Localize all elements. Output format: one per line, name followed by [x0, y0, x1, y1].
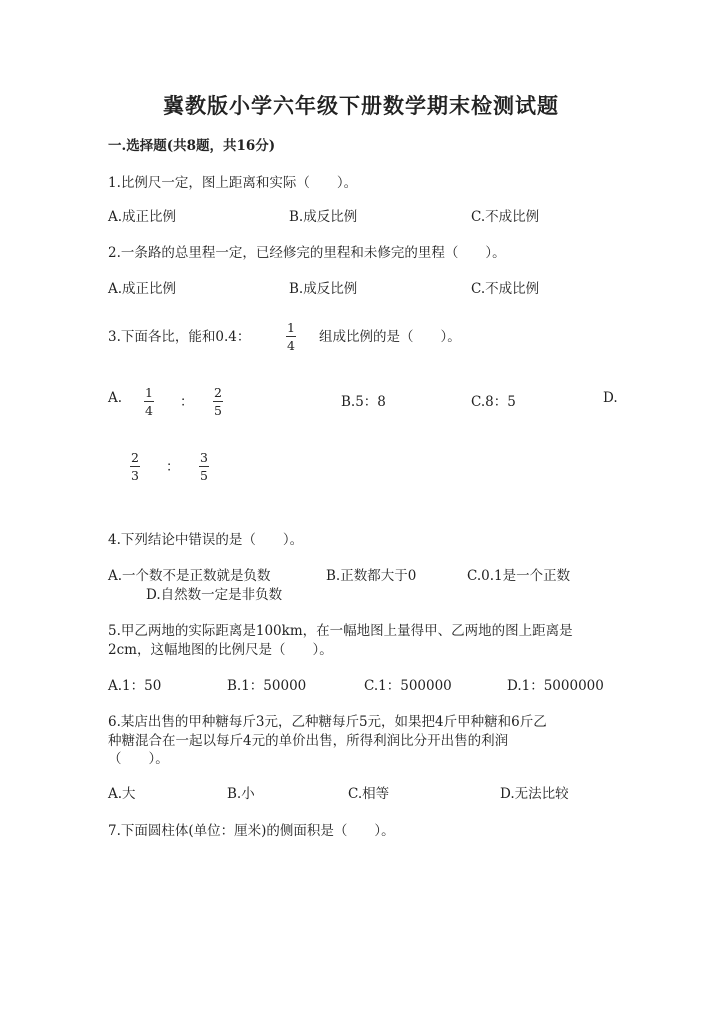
question-1-stem: 1.比例尺一定，图上距离和实际（ ）。 [108, 175, 358, 191]
question-1-option-b: B.成反比例 [289, 209, 358, 225]
question-3-option-a-fraction-2 [213, 385, 223, 418]
question-2-option-a: A.成正比例 [108, 281, 177, 297]
section-heading: 一.选择题(共8题，共16分) [108, 138, 276, 154]
question-5-option-a: A.1：50 [108, 678, 162, 694]
question-6-option-c: C.相等 [348, 786, 390, 802]
question-6-stem-line-1: 6.某店出售的甲种糖每斤3元，乙种糖每斤5元，如果把4斤甲种糖和6斤乙 [108, 714, 547, 730]
page-title: 冀教版小学六年级下册数学期末检测试题 [163, 93, 559, 118]
fraction-bar [213, 401, 223, 402]
question-3-option-b: B.5：8 [341, 394, 386, 410]
question-5-option-c: C.1：500000 [364, 678, 452, 694]
question-3-stem-part1: 3.下面各比，能和0.4： [108, 329, 251, 345]
fraction-numerator: 2 [214, 385, 222, 400]
question-7-stem: 7.下面圆柱体(单位：厘米)的侧面积是（ ）。 [108, 823, 395, 839]
question-3-stem-part2: 组成比例的是（ ）。 [319, 329, 461, 345]
fraction-denominator: 5 [200, 468, 208, 483]
question-6-option-a: A.大 [108, 786, 136, 802]
fraction-bar [130, 466, 140, 467]
question-3-option-a-separator: ： [180, 394, 194, 410]
fraction-numerator: 3 [200, 450, 208, 465]
question-6-option-b: B.小 [227, 786, 255, 802]
question-3-stem-fraction [286, 320, 296, 353]
fraction-denominator: 4 [145, 403, 153, 418]
question-3-option-a-fraction-1 [144, 385, 154, 418]
question-1-option-c: C.不成比例 [471, 209, 540, 225]
question-2-option-b: B.成反比例 [289, 281, 358, 297]
question-2-stem: 2.一条路的总里程一定，已经修完的里程和未修完的里程（ ）。 [108, 245, 506, 261]
fraction-bar [144, 401, 154, 402]
question-4-option-d: D.自然数一定是非负数 [146, 587, 283, 603]
fraction-bar [199, 466, 209, 467]
question-5-option-b: B.1：50000 [227, 678, 307, 694]
question-3-option-a-label: A. [108, 390, 123, 406]
question-4-option-a: A.一个数不是正数就是负数 [108, 568, 271, 584]
question-6-stem-line-3: （ ）。 [108, 751, 169, 767]
fraction-denominator: 4 [287, 338, 295, 353]
fraction-numerator: 2 [131, 450, 139, 465]
question-4-option-c: C.0.1是一个正数 [467, 568, 571, 584]
question-5-stem-line-2: 2cm，这幅地图的比例尺是（ ）。 [108, 642, 333, 658]
fraction-denominator: 5 [214, 403, 222, 418]
question-6-option-d: D.无法比较 [500, 786, 569, 802]
question-4-stem: 4.下列结论中错误的是（ ）。 [108, 532, 304, 548]
fraction-numerator: 1 [287, 320, 295, 335]
question-6-stem-line-2: 种糖混合在一起以每斤4元的单价出售，所得利润比分开出售的利润 [108, 733, 509, 749]
question-5-stem-line-1: 5.甲乙两地的实际距离是100km，在一幅地图上量得甲、乙两地的图上距离是 [108, 623, 573, 639]
question-1-option-a: A.成正比例 [108, 209, 177, 225]
question-5-option-d: D.1：5000000 [507, 678, 604, 694]
question-2-option-c: C.不成比例 [471, 281, 540, 297]
question-4-option-b: B.正数都大于0 [326, 568, 417, 584]
question-3-option-d-label: D. [603, 390, 618, 406]
fraction-numerator: 1 [145, 385, 153, 400]
question-3-option-d-fraction-2 [199, 450, 209, 483]
fraction-bar [286, 336, 296, 337]
fraction-denominator: 3 [131, 468, 139, 483]
question-3-option-d-separator: ： [166, 459, 180, 475]
question-3-option-c: C.8：5 [471, 394, 516, 410]
question-3-option-d-fraction-1 [130, 450, 140, 483]
